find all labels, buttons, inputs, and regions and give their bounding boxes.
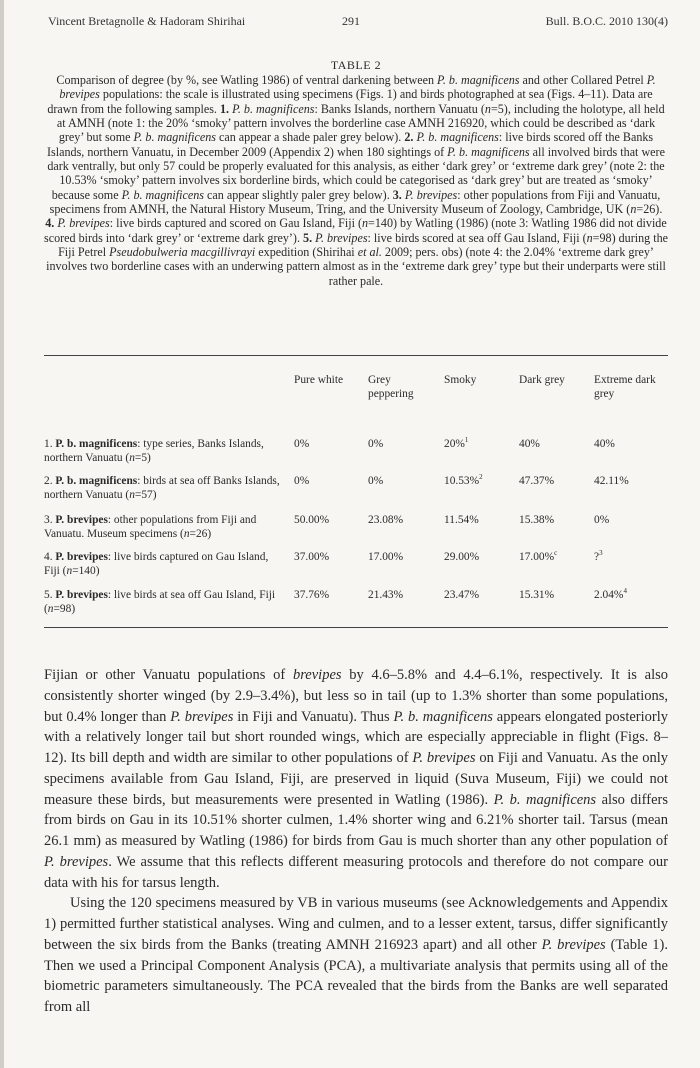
- row-label-part: : other populations from Fiji and Vanuatu. Museum specimens (: [44, 514, 257, 540]
- caption-run: n: [362, 216, 369, 231]
- caption-run: 2009; pers. obs) (note 4: the 2.04% ‘extreme dark grey’ involves two borderline cases with an underwing pattern almost as in the ‘extreme dark grey’ type but their underparts were still rather pale.: [46, 245, 666, 288]
- row-label-part: P. brevipes: [55, 551, 108, 563]
- cell-value: 15.31%: [519, 589, 555, 601]
- caption-run: n: [586, 230, 593, 245]
- paragraph: [44, 893, 668, 1018]
- caption-run: : live birds scored off the Banks Islands, northern Vanuatu, in December 2009 (Appendix 2) when 180 sightings of: [47, 130, 654, 159]
- row-label-part: 2.: [44, 475, 56, 487]
- column-header-dark-grey: Dark grey: [519, 374, 565, 386]
- table-cell: [594, 474, 629, 488]
- caption-run: 3.: [392, 187, 402, 202]
- caption-run: expedition (Shirihai: [255, 245, 358, 260]
- table-cell: [594, 588, 627, 602]
- cell-value: 23.47%: [444, 589, 480, 601]
- table-cell: [594, 550, 603, 564]
- caption-run: and other Collared Petrel: [519, 73, 647, 87]
- cell-value: 0%: [594, 514, 610, 526]
- column-header-pure-white: Pure white: [294, 374, 344, 386]
- paragraph-run: P. brevipes: [44, 853, 109, 870]
- cell-value: 40%: [594, 438, 615, 450]
- row-label-part: n: [47, 603, 54, 615]
- cell-value: 0%: [368, 438, 384, 450]
- caption-run: n: [484, 101, 491, 116]
- caption-run: 5.: [303, 230, 313, 245]
- row-label-part: P. b. magnificens: [55, 438, 138, 450]
- caption-run: P. brevipes: [315, 230, 368, 245]
- paragraph-run: P. b. magnificens: [393, 708, 493, 725]
- table-cell: [294, 474, 309, 488]
- cell-value: 2.04%: [594, 589, 624, 601]
- table-cell: [519, 588, 554, 602]
- row-label-part: : type series, Banks Islands, northern Vanuatu (: [44, 438, 264, 464]
- column-header-smoky: Smoky: [444, 374, 477, 386]
- row-label-part: P. b. magnificens: [55, 475, 138, 487]
- paragraph-run: Fijian or other Vanuatu populations of: [44, 667, 293, 683]
- column-header-grey-peppering: Grey peppering: [368, 374, 414, 400]
- caption-run: 1.: [219, 101, 230, 116]
- cell-value: 23.08%: [368, 514, 404, 526]
- body-text: [44, 665, 668, 1018]
- caption-run: P. b. magnificens: [437, 73, 520, 87]
- row-label-part: 3.: [44, 514, 56, 526]
- caption-run: Comparison of degree (by %, see Watling 1986) of ventral darkening between: [56, 73, 438, 87]
- cell-value: 37.00%: [294, 551, 330, 563]
- caption-run: P. b. magnificens: [133, 130, 216, 145]
- table-cell: [444, 437, 468, 451]
- caption-run: : Banks Islands, northern Vanuatu (: [314, 101, 485, 116]
- paragraph-run: on Fiji and Vanuatu. As the only specimens available from Gau Island, Fiji, are preserved in liquid (Suva Museum, Fiji) we could not measure these birds, but measurements were presented in Watling (1986).: [44, 750, 668, 808]
- table-bottom-rule: [44, 627, 668, 628]
- cell-value: 40%: [519, 438, 540, 450]
- cell-value: 0%: [368, 475, 384, 487]
- row-label-part: 4.: [44, 551, 56, 563]
- row-label-part: n: [129, 452, 135, 464]
- row-label: [44, 588, 282, 616]
- caption-run: : other populations from Fiji and Vanuatu, specimens from AMNH, the Natural History Museum, Tring, and the University Museum of Zoology, Cambridge, UK (: [49, 187, 661, 217]
- row-label: [44, 474, 282, 502]
- caption-run: Pseudobulweria macgillivrayi: [109, 245, 256, 260]
- table-cell: [368, 513, 403, 527]
- row-label: [44, 513, 282, 541]
- table-cell: [444, 588, 479, 602]
- caption-run: =140) by Watling (1986) (note 3: Watling 1986 did not divide scored birds into ‘dark grey’ or ‘extreme dark grey’).: [44, 216, 667, 245]
- row-label-part: : live birds captured on Gau Island, Fiji (: [44, 551, 269, 577]
- row-label-part: : birds at sea off Banks Islands, northern Vanuatu (: [44, 475, 280, 501]
- table-cell: [519, 513, 554, 527]
- cell-value: 37.76%: [294, 589, 330, 601]
- footnote-marker: 4: [623, 587, 627, 596]
- row-label-part: n: [66, 565, 73, 577]
- paragraph-run: . We assume that this reflects different measuring protocols and therefore do not compare our data with his for tarsus length.: [44, 853, 668, 891]
- table-cell: [594, 437, 615, 451]
- table-cell: [368, 550, 403, 564]
- caption-run: P. brevipes: [404, 187, 458, 202]
- caption-run: P. b. magnificens: [447, 144, 530, 159]
- table-title: TABLE 2: [330, 58, 382, 72]
- caption-run: =5), including the holotype, all held at AMNH (note 1: the 20% ‘smoky’ pattern involves the borderline case AMNH 216920, which could be described as ‘dark grey’ but some: [56, 101, 665, 145]
- row-label-part: =5): [134, 452, 151, 464]
- row-label-part: P. brevipes: [55, 514, 108, 526]
- header-authors: Vincent Bretagnolle & Hadoram Shirihai: [48, 14, 246, 28]
- table-cell: [444, 474, 483, 488]
- paragraph: [44, 665, 668, 893]
- column-header-extreme-dark-grey: Extreme dark grey: [594, 374, 656, 400]
- table-cell: [294, 550, 329, 564]
- caption-run: 2.: [404, 130, 414, 145]
- cell-value: 15.38%: [519, 514, 555, 526]
- caption-run: populations: the scale is illustrated using specimens (Figs. 1) and birds photographed at sea (Figs. 4–11). Data are drawn from the following samples.: [47, 87, 653, 116]
- caption-run: P. brevipes: [57, 216, 110, 231]
- caption-run: : live birds scored at sea off Gau Island, Fiji (: [367, 230, 587, 245]
- footnote-marker: 1: [464, 436, 469, 445]
- paragraph-run: P. brevipes: [541, 936, 606, 953]
- row-label-part: P. brevipes: [55, 589, 108, 601]
- cell-value: ?: [594, 551, 600, 563]
- caption-run: P. b. magnificens: [416, 130, 499, 145]
- row-label-part: =140): [72, 565, 100, 577]
- table-cell: [294, 588, 329, 602]
- table-caption: [44, 73, 668, 288]
- caption-run: =98) during the Fiji Petrel: [58, 230, 669, 260]
- row-label-part: =57): [134, 489, 157, 501]
- paragraph-run: brevipes: [292, 667, 342, 683]
- paragraph-run: in Fiji and Vanuatu). Thus: [233, 708, 394, 725]
- paragraph-run: P. brevipes: [412, 750, 476, 766]
- caption-run: n: [630, 202, 637, 217]
- header-journal: Bull. B.O.C. 2010 130(4): [545, 14, 668, 28]
- caption-run: can appear slightly paler grey below).: [204, 187, 393, 202]
- caption-run: P. b. magnificens: [121, 187, 205, 202]
- cell-value: 47.37%: [519, 475, 555, 487]
- paragraph-run: appears elongated posteriorly with a relatively longer tail but short rounded wings, which are especially appreciable in flight (Figs. 8–12). Its bill depth and width are similar to other populations of: [44, 708, 669, 766]
- table-cell: [594, 513, 609, 527]
- cell-value: 11.54%: [444, 514, 479, 526]
- footnote-marker: c: [554, 549, 558, 558]
- table-top-rule: [44, 355, 668, 356]
- row-label-part: n: [183, 528, 190, 540]
- caption-run: P. brevipes: [59, 73, 656, 102]
- paragraph-run: (Table 1). Then we used a Principal Component Analysis (PCA), a multivariate analysis that permits using all of the biometric parameters simultaneously. The PCA revealed that the birds from the Banks are well separated from all: [44, 936, 669, 1015]
- table-cell: [519, 550, 557, 564]
- row-label-part: 1.: [44, 438, 56, 450]
- page-edge-shadow: [0, 0, 4, 1068]
- footnote-marker: 3: [599, 549, 603, 558]
- caption-run: can appear a shade paler grey below).: [215, 130, 405, 145]
- table-cell: [519, 474, 554, 488]
- table-cell: [294, 437, 309, 451]
- caption-run: : live birds captured and scored on Gau Island, Fiji (: [109, 216, 362, 231]
- paragraph-run: by 4.6–5.8% and 4.4–6.1%, respectively. It is also consistently shorter winged (by 2.9–3.4%), but less so in tail (up to 1.3% shorter than some populations, but 0.4% longer than: [44, 667, 669, 725]
- table-cell: [444, 550, 479, 564]
- paragraph-run: Using the 120 specimens measured by VB in various museums (see Acknowledgements and Appendix 1) permitted further statistical analyses. Wing and culmen, and to a lesser extent, tarsus, differ significantly between the six birds from the Banks (treating AMNH 216923 apart) and all other: [44, 895, 668, 953]
- footnote-marker: 2: [479, 473, 483, 482]
- running-header: [44, 14, 668, 30]
- cell-value: 0%: [294, 475, 310, 487]
- row-label: [44, 437, 282, 465]
- caption-run: all involved birds that were dark ventrally, but only 57 could be properly evaluated for this analysis, as either ‘dark grey’ or ‘extreme dark grey’ (note 2: the 10.53% ‘smoky’ pattern involves six borderline birds, which could be categorised as ‘dark grey’ but are treated as ‘smoky’ because some: [47, 144, 665, 202]
- table-cell: [294, 513, 329, 527]
- table-cell: [444, 513, 479, 527]
- cell-value: 0%: [294, 438, 310, 450]
- caption-run: et al.: [357, 245, 382, 260]
- cell-value: 10.53%: [444, 475, 480, 487]
- row-label-part: 5.: [44, 589, 56, 601]
- cell-value: 17.00%: [519, 551, 555, 563]
- row-label-part: : live birds at sea off Gau Island, Fiji (: [44, 589, 276, 615]
- cell-value: 21.43%: [368, 589, 404, 601]
- cell-value: 29.00%: [444, 551, 480, 563]
- cell-value: 42.11%: [594, 475, 629, 487]
- paragraph-run: P. b. magnificens: [493, 791, 597, 808]
- caption-run: P. b. magnificens: [232, 101, 315, 116]
- caption-run: 4.: [45, 216, 55, 231]
- caption-run: =26).: [636, 202, 663, 217]
- paragraph-run: P. brevipes: [170, 708, 234, 725]
- row-label-part: n: [129, 489, 135, 501]
- paragraph-run: also differs from birds on Gau in its 10.51% shorter culmen, 1.4% shorter wing and 6.21% shorter tail. Tarsus (mean 26.1 mm) as measured by Watling (1986) for birds from Gau is much shorter than any other population of: [44, 791, 668, 849]
- table-cell: [368, 474, 383, 488]
- table-cell: [519, 437, 540, 451]
- row-label-part: =26): [189, 528, 212, 540]
- cell-value: 20%: [444, 438, 465, 450]
- table-cell: [368, 437, 383, 451]
- row-label-part: =98): [53, 603, 76, 615]
- cell-value: 50.00%: [294, 514, 330, 526]
- row-label: [44, 550, 282, 578]
- cell-value: 17.00%: [368, 551, 404, 563]
- header-page-number: 291: [342, 14, 360, 28]
- table-cell: [368, 588, 403, 602]
